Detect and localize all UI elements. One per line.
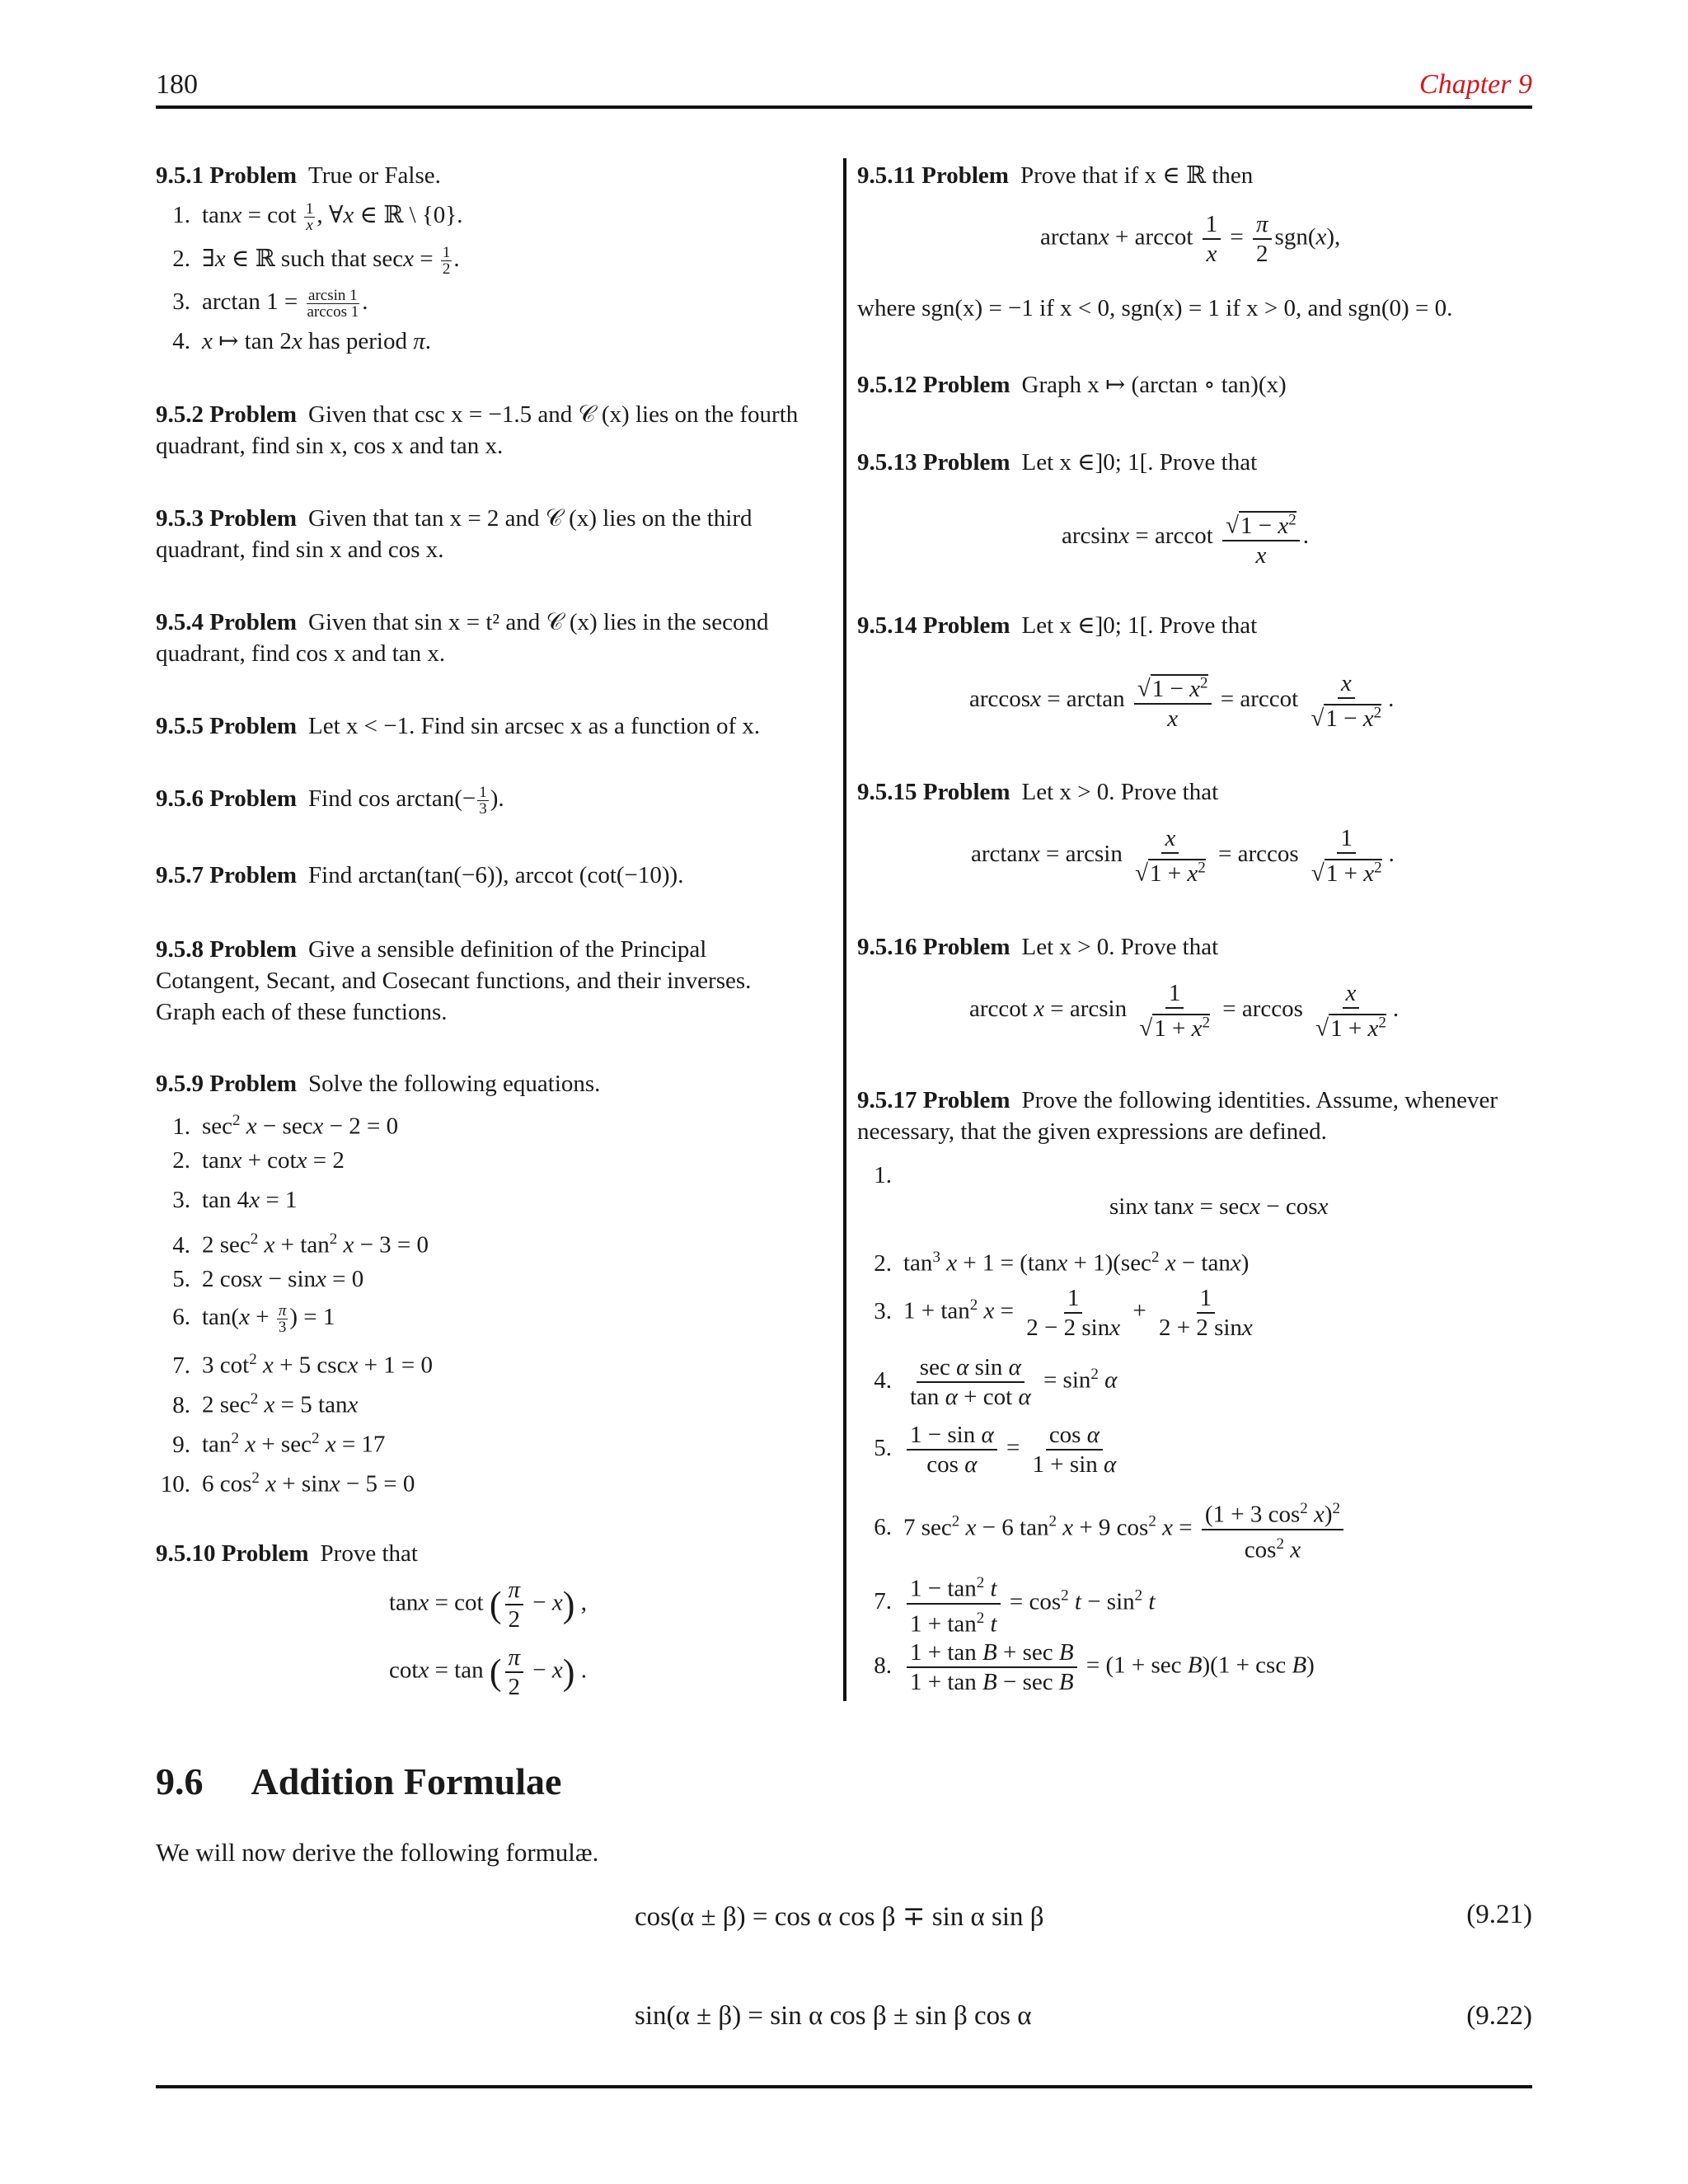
problem-label: 9.5.5 Problem (156, 713, 298, 739)
formula-9-21: cos(α ± β) = cos α cos β ∓ sin α sin β (635, 1902, 1044, 1932)
problem-text: quadrant, find sin x, cos x and tan x. (156, 433, 504, 459)
problem-label: 9.5.16 Problem (857, 934, 1010, 960)
problem-9-5-10 (156, 1538, 418, 1569)
list-item: 8. 2 $\sec^2 x = 5$ tanx (172, 1390, 359, 1418)
problem-text: necessary, that the given expressions are defined. (857, 1118, 1327, 1145)
problem-text: Solve the following equations. (308, 1071, 601, 1097)
problem-text: Prove the following identities. Assume, whenever (1021, 1087, 1498, 1113)
problem-9-5-6: 9.5.6 Problem Find cos arctan(− $\frac{1}{3}$ ). (156, 783, 504, 818)
list-item: 4. x ↦ tan 2x has period π. (172, 328, 432, 354)
equation-number: (9.22) (1466, 2001, 1532, 2031)
list-item: 10. 6 $\cos^2 x + \sin x - 5 = 0$ (160, 1469, 415, 1497)
problem-9-5-5 (156, 710, 760, 742)
section-heading (156, 1760, 561, 1803)
problem-9-5-3 (156, 503, 752, 565)
problem-9-5-15 (857, 776, 1218, 808)
problem-text: Let x > 0. Prove that (1021, 779, 1219, 805)
problem-text: Let x > 0. Prove that (1021, 934, 1219, 960)
problem-text: Given that csc x = −1.5 and 𝒞 (x) lies on the fourth (308, 401, 799, 428)
problem-label: 9.5.9 Problem (156, 1071, 298, 1097)
problem-text: Let x < −1. Find sin arcsec x as a function of x. (308, 713, 761, 739)
page-number: 180 (156, 69, 198, 100)
problem-9-5-14 (857, 610, 1257, 641)
problem-9-5-9 (156, 1068, 600, 1099)
problem-label: 9.5.17 Problem (857, 1087, 1010, 1113)
list-item: 7. 3 $\cot^2 x + 5$ cscx + 1 = 0 (172, 1351, 434, 1379)
list-item: 1. tanx = cot $\frac{1}{x}$ , ∀x ∈ ℝ \ {0}. (172, 199, 463, 234)
problem-label: 9.5.1 Problem (156, 162, 298, 189)
problem-label: 9.5.8 Problem (156, 936, 298, 963)
equation: arctanx + arccot $\frac{1}{x}$ = $\frac{\pi}{2}$ sgn(x), (1040, 211, 1341, 267)
problem-text: Graph x ↦ (arctan ∘ tan)(x) (1021, 372, 1287, 398)
problem-9-5-8 (156, 934, 751, 1028)
problem-9-5-1 (156, 160, 441, 191)
list-item: 2. ∃x ∈ ℝ such that secx = $\frac{1}{2}$ . (172, 243, 460, 278)
equation: sinx tanx = secx − cosx (1109, 1193, 1329, 1220)
problem-label: 9.5.3 Problem (156, 505, 298, 532)
problem-text: Given that sin x = t² and 𝒞 (x) lies in the second (308, 609, 769, 635)
list-item: 3. $1 + \tan^2 x$ = $\frac{1}{2 - 2 \sin x}$ + $\frac{1}{2 + 2 \sin x}$ (874, 1285, 1253, 1341)
problem-text: Prove that if x ∈ ℝ then (1020, 162, 1254, 189)
list-item: 8. $\frac{\text{1 + tan B + sec B}}{\text{1 + tan B − sec B}}$ = (1 + sec B)(1 + csc B) (874, 1639, 1315, 1695)
list-item: 2. tanx + cotx = 2 (172, 1147, 345, 1174)
footer-rule (156, 2085, 1532, 2088)
problem-text: quadrant, find sin x and cos x. (156, 537, 444, 563)
problem-label: 9.5.12 Problem (857, 372, 1010, 398)
problem-text: Given that tan x = 2 and 𝒞 (x) lies on the third (308, 505, 753, 532)
section-number: 9.6 (156, 1760, 204, 1802)
problem-text: Prove that (320, 1540, 418, 1567)
problem-label: 9.5.2 Problem (156, 401, 298, 428)
problem-9-5-16 (857, 931, 1218, 963)
formula-9-22: sin(α ± β) = sin α cos β ± sin β cos α (635, 2001, 1032, 2031)
list-item: 3. tan 4x = 1 (172, 1187, 298, 1213)
equation: arccot x = arcsin $\frac{1}{√1 + x^2}$ = arccos $\frac{x}{√1 + x^2}$ . (969, 980, 1400, 1042)
header-rule (156, 105, 1532, 109)
problem-label: 9.5.6 Problem (156, 785, 298, 812)
problem-text: Give a sensible definition of the Principal (308, 936, 707, 963)
problem-9-5-11 (857, 160, 1253, 191)
problem-text: Find arctan(tan(−6)), arccot (cot(−10)). (308, 862, 684, 888)
equation: arctanx = arcsin $\frac{x}{√1 + x^2}$ = arccos $\frac{1}{√1 + x^2}$ . (971, 825, 1395, 887)
problem-text: quadrant, find cos x and tan x. (156, 640, 446, 667)
equation: cotx = tan ( $\frac{\pi}{2}$ − x) . (389, 1644, 587, 1700)
equation-number: (9.21) (1466, 1900, 1532, 1929)
problem-text: True or False. (308, 162, 441, 189)
section-title: Addition Formulae (251, 1760, 562, 1802)
list-item: 3. arctan 1 = $\frac{\arcsin 1}{\arccos 1}$ . (172, 286, 368, 321)
list-item: 1. (874, 1162, 892, 1188)
problem-label: 9.5.10 Problem (156, 1540, 309, 1567)
list-item: 7. $\frac{1 - \tan^2 t}{1 + \tan^2 t}$ = $\cos^2 t - \sin^2 t$ (857, 1569, 1155, 1638)
problem-9-5-17 (857, 1085, 1498, 1147)
equation: arcsinx = arccot $\frac{√1 - x^2}{x}$ . (1062, 506, 1309, 569)
problem-text: Find cos arctan(− (308, 785, 476, 812)
problem-text: Cotangent, Secant, and Cosecant functions, and their inverses. (156, 968, 752, 994)
list-item: 6. 7 $\sec^2 x - 6$ $\tan^2 x + 9$ $\cos^2 x$ = $\frac{(1 + 3 \cos^2 x)^2}{\cos^2 x}$ (857, 1495, 1347, 1563)
problem-9-5-13 (857, 447, 1257, 478)
problem-9-5-2 (156, 399, 798, 462)
problem-text: Let x ∈]0; 1[. Prove that (1021, 449, 1258, 476)
problem-text: Graph each of these functions. (156, 999, 448, 1025)
list-item: 5. $\frac{\text{1 − sin α}}{\text{cos α}}$ = $\frac{\text{cos α}}{\text{1 + sin α}}$ (874, 1422, 1117, 1478)
list-item: 6. tan(x + $\frac{\pi}{3}$ ) = 1 (172, 1301, 335, 1336)
problem-label: 9.5.15 Problem (857, 779, 1010, 805)
equation: tanx = cot ( $\frac{\pi}{2}$ − x) , (389, 1577, 587, 1633)
column-separator (843, 158, 846, 1701)
section-intro: We will now derive the following formulæ. (156, 1838, 599, 1867)
list-item: 5. 2 cosx − sinx = 0 (172, 1266, 364, 1292)
list-item: 1. $\sec^2 x - \sec x - 2 = 0$ (172, 1112, 399, 1140)
list-item: 4. 2 $\sec^2 x + \tan^2 x - 3 = 0$ (172, 1230, 429, 1258)
list-item: 9. $\tan^2 x + \sec^2 x = 17$ (172, 1430, 386, 1458)
list-item: 4. $\frac{\text{sec α sin α}}{\text{tan α + cot α}}$ = $\sin^2 \alpha$ (874, 1354, 1118, 1410)
list-item: 2. $\tan^3 x + 1 = (\tan x + 1)(\sec^2$ x − tanx) (874, 1249, 1250, 1277)
problem-9-5-7 (156, 860, 683, 891)
problem-label: 9.5.7 Problem (156, 862, 298, 888)
problem-label: 9.5.13 Problem (857, 449, 1010, 476)
problem-9-5-12 (857, 369, 1287, 401)
problem-9-5-4 (156, 607, 768, 669)
problem-label: 9.5.14 Problem (857, 612, 1010, 639)
problem-label: 9.5.4 Problem (156, 609, 298, 635)
problem-text: Let x ∈]0; 1[. Prove that (1021, 612, 1258, 639)
equation: arccosx = arctan $\frac{√1 - x^2}{x}$ = arccot $\frac{x}{√1 - x^2}$ . (969, 670, 1395, 732)
problem-label: 9.5.11 Problem (857, 162, 1009, 189)
problem-text: where sgn(x) = −1 if x < 0, sgn(x) = 1 if x > 0, and sgn(0) = 0. (857, 295, 1453, 321)
chapter-title: Chapter 9 (1419, 69, 1532, 100)
